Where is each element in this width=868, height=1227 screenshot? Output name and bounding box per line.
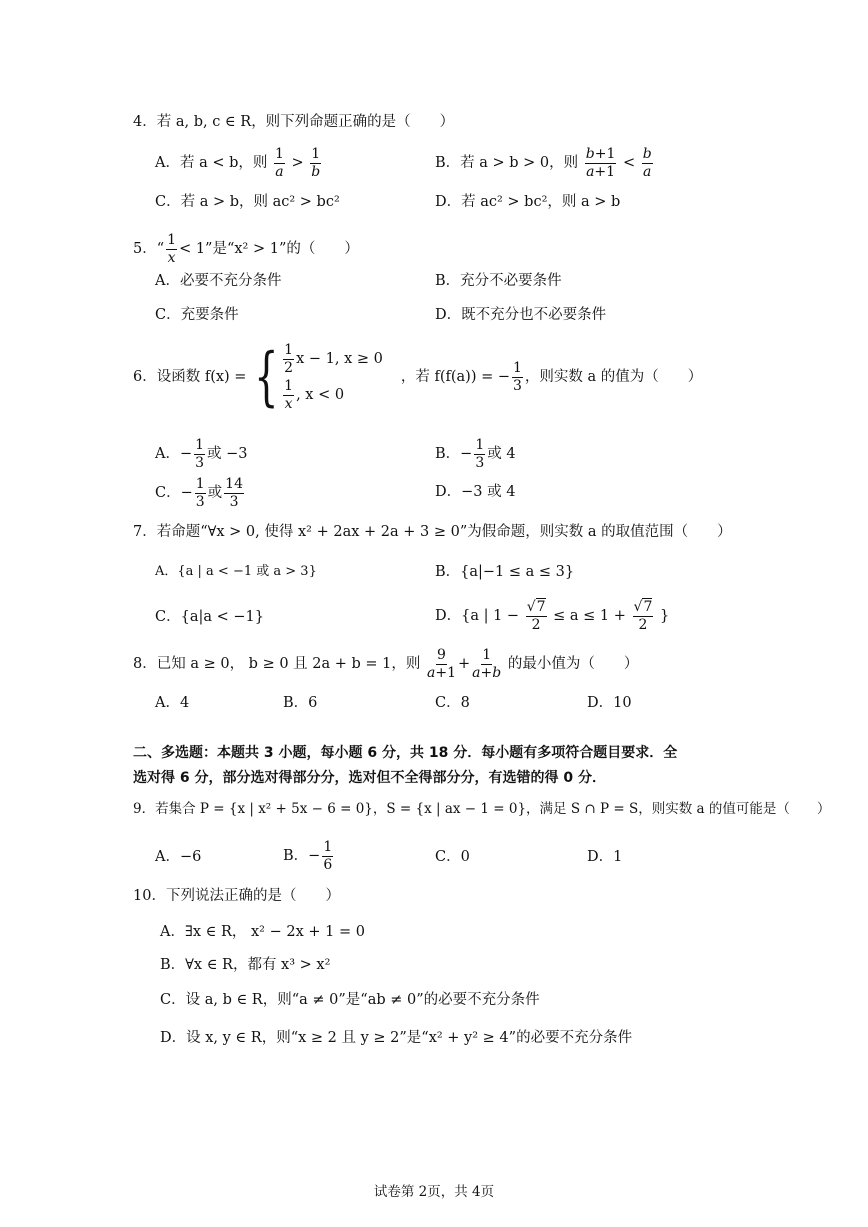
- q8-stem: 8．已知 a ≥ 0， b ≥ 0 且 2a + b = 1，则 $\frac{9}{a+1}$ + $\frac{1}{a+b}$ 的最小值为（ ）: [133, 647, 639, 681]
- q9-option-c: C．0: [435, 849, 470, 865]
- q4-option-a: A．若 a < b，则 $\frac{1}{a}$ > $\frac{1}{b}$: [155, 146, 321, 180]
- q10-option-b: B．∀x ∈ R，都有 x³ > x²: [160, 957, 331, 973]
- q5-option-c: C．充要条件: [155, 307, 239, 323]
- q6-option-b: B．− $\frac{1}{3}$ 或 4: [435, 437, 516, 471]
- q8-option-a: A．4: [155, 695, 190, 711]
- q4-option-d: D．若 ac² > bc²，则 a > b: [435, 194, 621, 210]
- q7-option-a: A．{a | a < −1 或 a > 3}: [155, 564, 317, 579]
- section2-header-line2: 选对得 6 分，部分选对得部分分，选对但不全得部分分，有选错的得 0 分．: [133, 770, 606, 786]
- q9-option-d: D．1: [587, 849, 623, 865]
- section2-header-line1: 二、多选题：本题共 3 小题，每小题 6 分，共 18 分．每小题有多项符合题目要求．全: [133, 745, 678, 761]
- q5-option-d: D．既不充分也不必要条件: [435, 307, 607, 323]
- q10-stem: 10．下列说法正确的是（ ）: [133, 888, 340, 904]
- q9-option-a: A．−6: [155, 849, 202, 865]
- q10-option-a: A．∃x ∈ R， x² − 2x + 1 = 0: [160, 924, 365, 940]
- q5-option-b: B．充分不必要条件: [435, 273, 562, 289]
- q6-stem: 6．设函数 f(x) = { $\frac{1}{2}$ x − 1, x ≥ 0 $\frac{1}{x}$ , x < 0 ，若 f(f(a)) = − $\frac{1}{3}$ ，则实数 a 的值为（ ）: [133, 339, 703, 414]
- q5-stem: 5．“ $\frac{1}{x}$ < 1”是“x² > 1”的（ ）: [133, 232, 359, 266]
- q8-option-b: B．6: [283, 695, 318, 711]
- q7-stem: 7．若命题“∀x > 0, 使得 x² + 2ax + 2a + 3 ≥ 0”为假命题，则实数 a 的取值范围（ ）: [133, 524, 732, 540]
- q6-option-d: D．−3 或 4: [435, 484, 516, 500]
- q6-option-a: A．− $\frac{1}{3}$ 或 −3: [155, 437, 248, 471]
- q7-option-b: B．{a|−1 ≤ a ≤ 3}: [435, 564, 575, 580]
- q10-option-d: D．设 x, y ∈ R，则“x ≥ 2 且 y ≥ 2”是“x² + y² ≥ 4”的必要不充分条件: [160, 1030, 633, 1046]
- q4-option-c: C．若 a > b，则 ac² > bc²: [155, 194, 340, 210]
- q7-option-c: C．{a|a < −1}: [155, 609, 264, 625]
- q4-option-b: B．若 a > b > 0，则 $\frac{b+1}{a+1}$ < $\frac{b}{a}$: [435, 146, 652, 180]
- q8-option-c: C．8: [435, 695, 470, 711]
- q9-stem: 9．若集合 P = {x | x² + 5x − 6 = 0}，S = {x | ax − 1 = 0}，满足 S ∩ P = S，则实数 a 的值可能是（ ）: [133, 801, 831, 817]
- q9-option-b: B．− $\frac{1}{6}$: [283, 839, 333, 873]
- q4-stem: 4．若 a, b, c ∈ R，则下列命题正确的是（ ）: [133, 114, 455, 130]
- q10-option-c: C．设 a, b ∈ R，则“a ≠ 0”是“ab ≠ 0”的必要不充分条件: [160, 992, 540, 1008]
- page-footer: 试卷第 2页，共 4页: [373, 1184, 495, 1200]
- q7-option-d: D．{a | 1 − $\frac{√7}{2}$ ≤ a ≤ 1 + $\frac{√7}{2}$ }: [435, 599, 670, 633]
- q5-option-a: A．必要不充分条件: [155, 273, 282, 289]
- q6-option-c: C．− $\frac{1}{3}$ 或 $\frac{14}{3}$: [155, 476, 243, 510]
- q8-option-d: D．10: [587, 695, 632, 711]
